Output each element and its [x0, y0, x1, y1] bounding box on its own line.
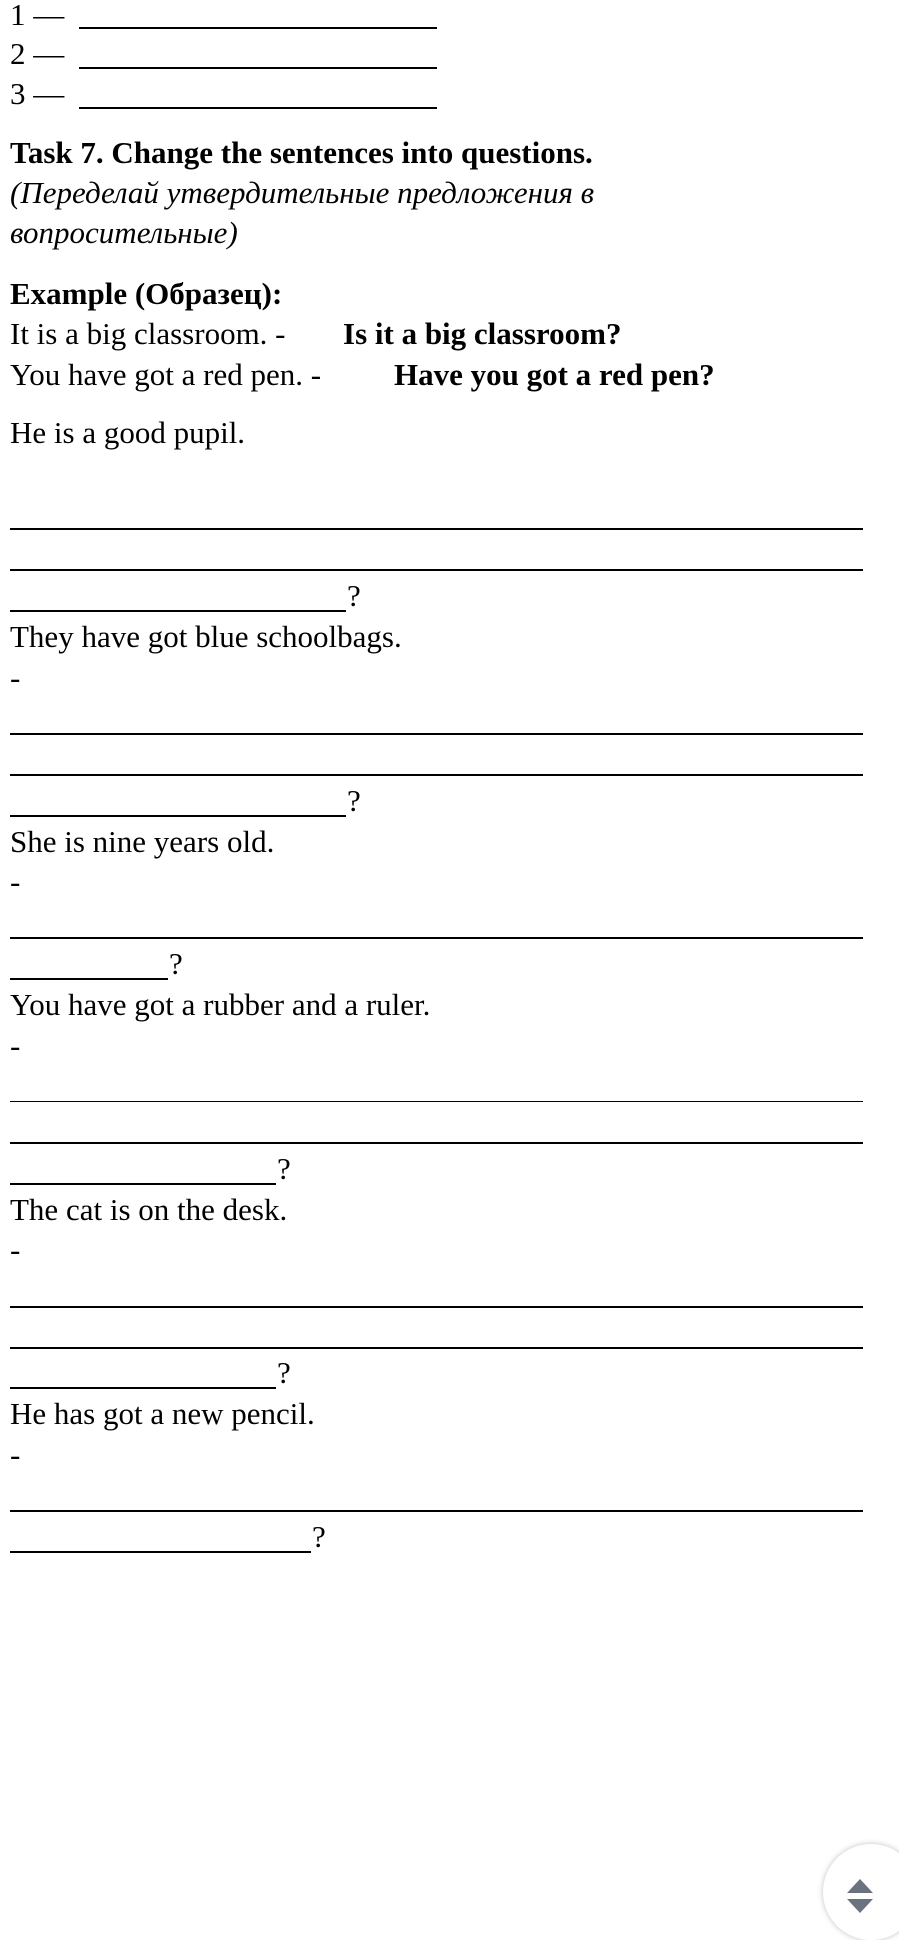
answer-line: [10, 978, 168, 980]
numbered-line-label-3: 3 —: [10, 76, 65, 111]
answer-line: [10, 937, 863, 939]
example-heading: Example (Образец):: [10, 276, 283, 311]
answer-line: [10, 733, 863, 735]
answer-line: [10, 1101, 863, 1102]
answer-line: [10, 569, 863, 571]
exercise-sentence-4: You have got a rubber and a ruler.: [10, 987, 431, 1022]
exercise-sentence-5: The cat is on the desk.: [10, 1192, 288, 1227]
answer-line: [10, 610, 346, 612]
scroll-button[interactable]: [823, 1844, 899, 1940]
answer-line: [10, 1306, 863, 1308]
exercise-dash: -: [10, 1437, 21, 1472]
exercise-sentence-6: He has got a new pencil.: [10, 1396, 315, 1431]
question-mark: ?: [277, 1355, 291, 1390]
question-mark: ?: [347, 578, 361, 613]
example-question-2: Have you got a red pen?: [394, 357, 715, 392]
answer-line: [10, 1551, 311, 1553]
numbered-answer-line-3: [79, 107, 437, 109]
exercise-sentence-1: He is a good pupil.: [10, 415, 246, 450]
answer-line: [10, 1510, 863, 1512]
answer-line: [10, 815, 346, 817]
answer-line: [10, 774, 863, 776]
answer-line: [10, 1183, 276, 1185]
exercise-dash: -: [10, 864, 21, 899]
answer-line: [10, 1387, 276, 1389]
question-mark: ?: [277, 1151, 291, 1186]
question-mark: ?: [312, 1519, 326, 1554]
up-down-arrows-icon: [846, 1877, 874, 1915]
exercise-dash: -: [10, 1028, 21, 1063]
exercise-dash: -: [10, 1232, 21, 1267]
task-subtitle-line-2: вопросительные): [10, 215, 238, 250]
example-question-1: Is it a big classroom?: [343, 316, 622, 351]
numbered-answer-line-1: [79, 27, 437, 29]
answer-line: [10, 528, 863, 530]
exercise-dash: -: [10, 660, 21, 695]
answer-line: [10, 1142, 863, 1144]
numbered-line-label-1: 1 —: [10, 0, 65, 32]
task-subtitle-line-1: (Переделай утвердительные предложения в: [10, 175, 595, 210]
numbered-line-label-2: 2 —: [10, 36, 65, 71]
example-statement-2: You have got a red pen. -: [10, 357, 322, 392]
question-mark: ?: [169, 946, 183, 981]
answer-line: [10, 1347, 863, 1349]
task-title: Task 7. Change the sentences into questions.: [10, 135, 593, 170]
exercise-sentence-2: They have got blue schoolbags.: [10, 619, 402, 654]
question-mark: ?: [347, 783, 361, 818]
example-statement-1: It is a big classroom. -: [10, 316, 286, 351]
exercise-sentence-3: She is nine years old.: [10, 824, 275, 859]
numbered-answer-line-2: [79, 67, 437, 69]
